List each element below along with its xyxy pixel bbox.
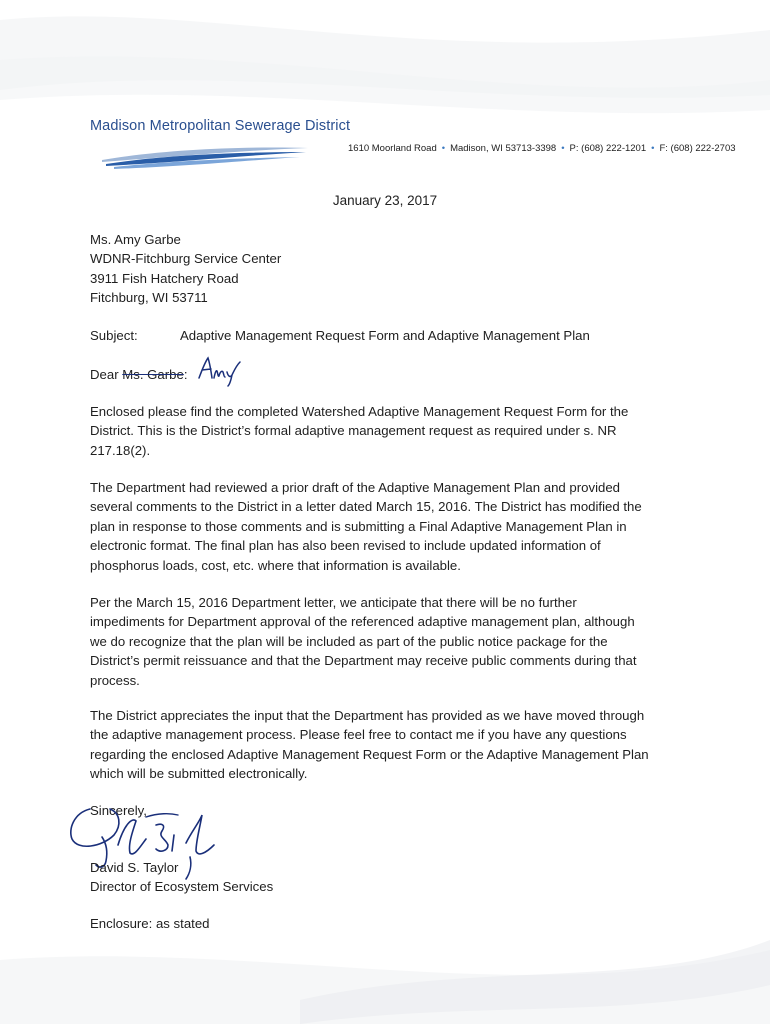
paragraph-line: electronic format. The final plan has also been revised to include updated information of <box>90 538 601 554</box>
letterhead-fax: F: (608) 222-2703 <box>659 143 736 154</box>
paragraph-line: Enclosed please find the completed Watershed Adaptive Management Request Form for the <box>90 404 629 419</box>
paragraph-line: which will be submitted electronically. <box>90 766 308 782</box>
paragraph-4 <box>90 706 690 784</box>
organization-name: Madison Metropolitan Sewerage District <box>90 118 351 134</box>
paragraph-line: plan in response to those comments and is submitting a Final Adaptive Management Plan in <box>90 518 627 534</box>
letter-date: January 23, 2017 <box>332 193 438 208</box>
paragraph-line: process. <box>90 672 140 688</box>
recipient-street: 3911 Fish Hatchery Road <box>90 270 239 286</box>
salutation <box>90 365 690 384</box>
bullet-separator: • <box>561 143 565 154</box>
paragraph-line: Per the March 15, 2016 Department letter, we anticipate that there will be no further <box>90 595 577 610</box>
bullet-separator: • <box>651 143 655 154</box>
paragraph-line: phosphorus loads, cost, etc. where that information is available. <box>90 557 461 573</box>
salutation-prefix: Dear <box>90 367 123 382</box>
subject-line <box>90 326 690 345</box>
letterhead-address-line <box>348 143 748 154</box>
letterhead-phone: P: (608) 222-1201 <box>569 143 647 154</box>
paragraph-line: The Department had reviewed a prior draft of the Adaptive Management Plan and provided <box>90 480 621 495</box>
signer-block <box>90 858 690 897</box>
paragraph-line: the adaptive management process. Please feel free to contact me if you have any questions <box>90 727 627 743</box>
water-swoosh-logo <box>100 140 310 170</box>
letterhead-city: Madison, WI 53713-3398 <box>450 143 557 154</box>
paragraph-1 <box>90 402 690 460</box>
paragraph-line: we do recognize that the plan will be included as part of the public notice package for the <box>90 633 608 649</box>
bullet-separator: • <box>441 143 446 154</box>
recipient-org: WDNR-Fitchburg Service Center <box>90 251 282 267</box>
salutation-struck-name: Ms. Garbe <box>122 367 184 382</box>
letterhead-address: 1610 Moorland Road <box>348 143 437 154</box>
paragraph-2 <box>90 478 690 575</box>
paragraph-line: District’s permit reissuance and that the Department may receive public comments during that <box>90 653 637 669</box>
signer-name: David S. Taylor <box>90 860 179 875</box>
paragraph-line: District. This is the District’s formal adaptive management request as required under s. NR <box>90 423 617 439</box>
paragraph-3 <box>90 593 690 690</box>
paragraph-line: The District appreciates the input that the Department has provided as we have moved through <box>90 708 645 723</box>
recipient-name: Ms. Amy Garbe <box>90 232 181 247</box>
subject-text: Adaptive Management Request Form and Adaptive Management Plan <box>180 328 590 343</box>
paragraph-line: 217.18(2). <box>90 442 151 458</box>
paragraph-line: impediments for Department approval of the referenced adaptive management plan, although <box>90 614 635 630</box>
recipient-city: Fitchburg, WI 53711 <box>90 290 208 306</box>
closing: Sincerely, <box>90 803 147 818</box>
subject-label: Subject: <box>90 328 138 343</box>
salutation-suffix: : <box>183 367 188 382</box>
enclosure-note: Enclosure: as stated <box>90 916 210 931</box>
paragraph-line: several comments to the District in a letter dated March 15, 2016. The District has modified the <box>90 499 642 515</box>
paragraph-line: regarding the enclosed Adaptive Management Request Form or the Adaptive Management Plan <box>90 746 649 762</box>
signer-title: Director of Ecosystem Services <box>90 879 274 895</box>
recipient-address <box>90 230 690 308</box>
